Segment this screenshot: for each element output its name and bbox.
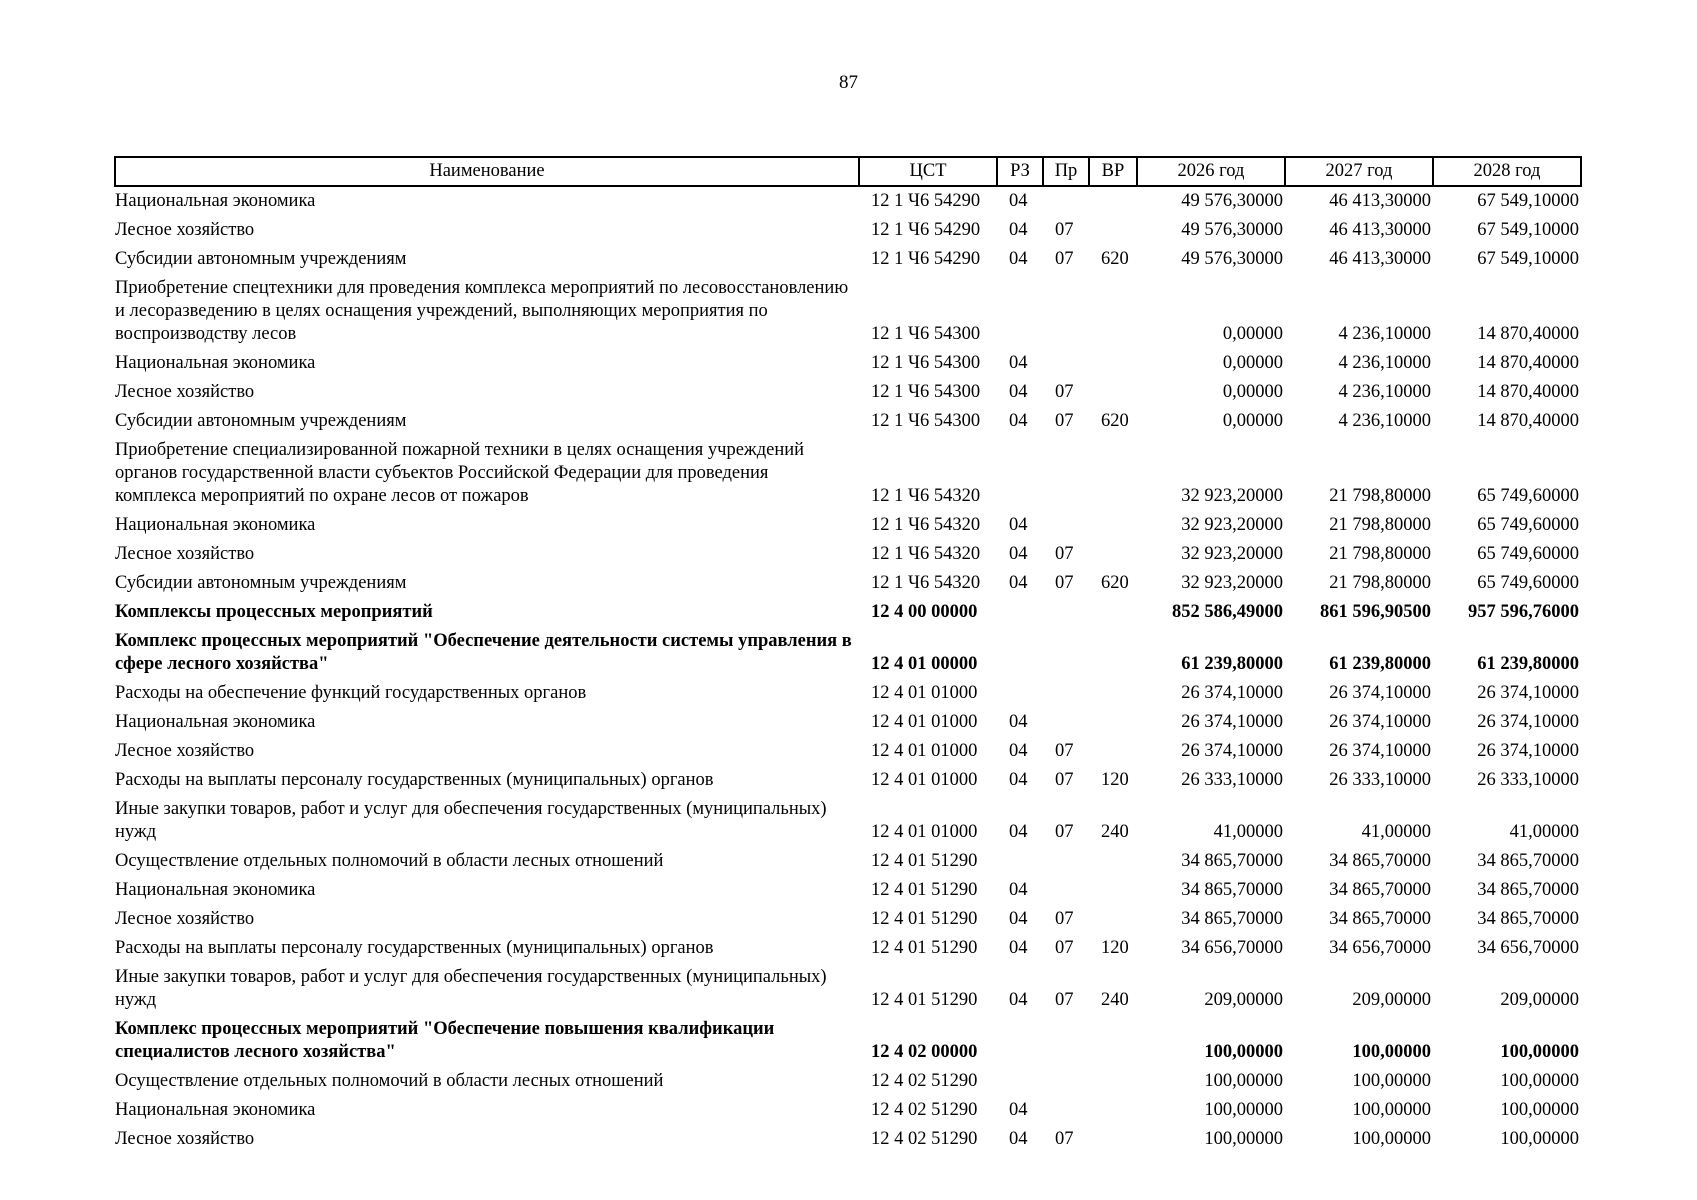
row-2026-cell: 34 865,70000: [1181, 851, 1283, 871]
row-2026-cell: 100,00000: [1204, 1042, 1283, 1062]
row-name-cell: Лесное хозяйство: [115, 544, 255, 564]
row-rz-cell: [997, 679, 1043, 708]
row-2026-cell: 49 576,30000: [1181, 249, 1283, 269]
row-vr-cell: [1089, 216, 1137, 245]
row-vr-cell: [1089, 1125, 1137, 1154]
row-name-cell: Иные закупки товаров, работ и услуг для обеспечения государственных (муниципальных) нужд: [115, 799, 827, 842]
row-cst-cell: 12 4 01 01000: [871, 741, 978, 761]
row-name-cell: Осуществление отдельных полномочий в области лесных отношений: [115, 851, 664, 871]
table-row: [115, 407, 1581, 436]
table-row: [115, 963, 1581, 1015]
row-cst-cell: 12 4 02 51290: [871, 1100, 978, 1120]
row-cst-cell: 12 1 Ч6 54320: [871, 573, 981, 593]
row-2028-cell: 26 333,10000: [1477, 770, 1579, 790]
row-name-cell: Приобретение спецтехники для проведения комплекса мероприятий по лесовосстановлению и лесоразведению в целях оснащения учреждений, выполняющих мероприятия по воспроизводству лесов: [115, 278, 849, 344]
row-pr-cell: 07: [1055, 770, 1074, 790]
row-2027-cell: 34 656,70000: [1329, 938, 1431, 958]
row-2027-cell: 21 798,80000: [1329, 573, 1431, 593]
row-pr-cell: 07: [1055, 990, 1074, 1010]
row-2028-cell: 14 870,40000: [1477, 324, 1579, 344]
row-vr-cell: [1089, 737, 1137, 766]
row-pr-cell: [1043, 1015, 1089, 1067]
header-2026: 2026 год: [1137, 157, 1285, 186]
row-2027-cell: 4 236,10000: [1338, 353, 1431, 373]
row-2028-cell: 100,00000: [1500, 1071, 1579, 1091]
table-row: [115, 186, 1581, 216]
table-row: [115, 708, 1581, 737]
table-row: [115, 511, 1581, 540]
row-rz-cell: 04: [1009, 573, 1028, 593]
row-pr-cell: [1043, 1096, 1089, 1125]
row-rz-cell: 04: [1009, 770, 1028, 790]
table-row: [115, 1015, 1581, 1067]
row-2028-cell: 65 749,60000: [1477, 515, 1579, 535]
row-2027-cell: 34 865,70000: [1329, 851, 1431, 871]
table-row: [115, 905, 1581, 934]
row-vr-cell: [1089, 708, 1137, 737]
row-vr-cell: [1089, 378, 1137, 407]
row-name-cell: Иные закупки товаров, работ и услуг для обеспечения государственных (муниципальных) нужд: [115, 967, 827, 1010]
row-pr-cell: [1043, 847, 1089, 876]
row-vr-cell: [1089, 876, 1137, 905]
row-2026-cell: 32 923,20000: [1181, 486, 1283, 506]
row-vr-cell: [1089, 627, 1137, 679]
table-row: [115, 540, 1581, 569]
header-2028: 2028 год: [1433, 157, 1581, 186]
row-cst-cell: 12 4 01 51290: [871, 880, 978, 900]
row-pr-cell: [1043, 876, 1089, 905]
row-cst-cell: 12 1 Ч6 54300: [871, 382, 981, 402]
row-cst-cell: 12 1 Ч6 54320: [871, 486, 981, 506]
table-row: [115, 598, 1581, 627]
row-cst-cell: 12 1 Ч6 54290: [871, 249, 981, 269]
row-pr-cell: 07: [1055, 1129, 1074, 1149]
row-cst-cell: 12 4 02 00000: [871, 1042, 978, 1062]
row-pr-cell: [1043, 598, 1089, 627]
row-2026-cell: 100,00000: [1204, 1071, 1283, 1091]
row-rz-cell: 04: [1009, 990, 1028, 1010]
row-2027-cell: 4 236,10000: [1338, 411, 1431, 431]
table-row: [115, 847, 1581, 876]
table-row: [115, 766, 1581, 795]
row-2028-cell: 65 749,60000: [1477, 544, 1579, 564]
header-2027: 2027 год: [1285, 157, 1433, 186]
row-cst-cell: 12 1 Ч6 54300: [871, 324, 981, 344]
row-2026-cell: 34 865,70000: [1181, 909, 1283, 929]
row-rz-cell: 04: [1009, 938, 1028, 958]
row-cst-cell: 12 1 Ч6 54300: [871, 411, 981, 431]
row-pr-cell: [1043, 436, 1089, 511]
table-row: [115, 1125, 1581, 1154]
row-name-cell: Комплекс процессных мероприятий "Обеспечение деятельности системы управления в сфере лесного хозяйства": [115, 631, 852, 674]
row-2026-cell: 100,00000: [1204, 1129, 1283, 1149]
row-2026-cell: 26 374,10000: [1181, 712, 1283, 732]
row-cst-cell: 12 4 01 01000: [871, 822, 978, 842]
row-name-cell: Субсидии автономным учреждениям: [115, 411, 407, 431]
row-name-cell: Лесное хозяйство: [115, 220, 255, 240]
table-row: [115, 934, 1581, 963]
row-2028-cell: 67 549,10000: [1477, 191, 1579, 211]
row-pr-cell: [1043, 679, 1089, 708]
row-2028-cell: 26 374,10000: [1477, 683, 1579, 703]
row-vr-cell: 620: [1101, 573, 1129, 593]
row-cst-cell: 12 4 01 01000: [871, 712, 978, 732]
table-row: [115, 876, 1581, 905]
row-2027-cell: 34 865,70000: [1329, 880, 1431, 900]
row-pr-cell: 07: [1055, 741, 1074, 761]
row-cst-cell: 12 4 01 51290: [871, 851, 978, 871]
row-name-cell: Субсидии автономным учреждениям: [115, 249, 407, 269]
row-rz-cell: 04: [1009, 1129, 1028, 1149]
row-rz-cell: 04: [1009, 411, 1028, 431]
row-2026-cell: 0,00000: [1222, 411, 1283, 431]
row-2028-cell: 65 749,60000: [1477, 486, 1579, 506]
row-rz-cell: [997, 436, 1043, 511]
row-pr-cell: [1043, 627, 1089, 679]
row-2027-cell: 21 798,80000: [1329, 515, 1431, 535]
row-2027-cell: 46 413,30000: [1329, 249, 1431, 269]
row-name-cell: Осуществление отдельных полномочий в области лесных отношений: [115, 1071, 664, 1091]
row-2027-cell: 26 374,10000: [1329, 712, 1431, 732]
row-2027-cell: 4 236,10000: [1338, 324, 1431, 344]
row-cst-cell: 12 4 02 51290: [871, 1071, 978, 1091]
table-row: [115, 795, 1581, 847]
row-2026-cell: 34 656,70000: [1181, 938, 1283, 958]
row-2028-cell: 34 865,70000: [1477, 851, 1579, 871]
row-rz-cell: 04: [1009, 515, 1028, 535]
row-2026-cell: 0,00000: [1222, 382, 1283, 402]
row-vr-cell: 620: [1101, 411, 1129, 431]
row-rz-cell: [997, 1015, 1043, 1067]
row-name-cell: Лесное хозяйство: [115, 741, 255, 761]
row-rz-cell: 04: [1009, 909, 1028, 929]
row-vr-cell: [1089, 1015, 1137, 1067]
row-vr-cell: [1089, 847, 1137, 876]
row-vr-cell: [1089, 1096, 1137, 1125]
row-2027-cell: 100,00000: [1352, 1071, 1431, 1091]
table-row: [115, 679, 1581, 708]
row-rz-cell: 04: [1009, 880, 1028, 900]
row-2027-cell: 46 413,30000: [1329, 220, 1431, 240]
row-cst-cell: 12 4 01 51290: [871, 990, 978, 1010]
row-2027-cell: 4 236,10000: [1338, 382, 1431, 402]
row-vr-cell: 240: [1101, 822, 1129, 842]
row-vr-cell: 240: [1101, 990, 1129, 1010]
row-name-cell: Комплекс процессных мероприятий "Обеспечение повышения квалификации специалистов лесного хозяйства": [115, 1019, 775, 1062]
row-rz-cell: [997, 627, 1043, 679]
row-rz-cell: 04: [1009, 741, 1028, 761]
row-2028-cell: 957 596,76000: [1468, 602, 1579, 622]
row-2026-cell: 209,00000: [1204, 990, 1283, 1010]
row-name-cell: Лесное хозяйство: [115, 382, 255, 402]
row-name-cell: Комплексы процессных мероприятий: [115, 602, 433, 622]
row-pr-cell: [1043, 1067, 1089, 1096]
row-2028-cell: 34 865,70000: [1477, 909, 1579, 929]
row-rz-cell: 04: [1009, 822, 1028, 842]
row-vr-cell: [1089, 274, 1137, 349]
row-2026-cell: 852 586,49000: [1172, 602, 1283, 622]
row-2027-cell: 41,00000: [1361, 822, 1431, 842]
row-2028-cell: 14 870,40000: [1477, 353, 1579, 373]
row-cst-cell: 12 1 Ч6 54290: [871, 220, 981, 240]
header-pr: Пр: [1043, 157, 1089, 186]
row-pr-cell: [1043, 186, 1089, 216]
table-row: [115, 349, 1581, 378]
row-vr-cell: [1089, 1067, 1137, 1096]
row-cst-cell: 12 4 02 51290: [871, 1129, 978, 1149]
row-pr-cell: 07: [1055, 938, 1074, 958]
row-pr-cell: 07: [1055, 411, 1074, 431]
row-rz-cell: [997, 1067, 1043, 1096]
row-name-cell: Расходы на выплаты персоналу государственных (муниципальных) органов: [115, 938, 714, 958]
row-2028-cell: 100,00000: [1500, 1129, 1579, 1149]
table-body: [115, 186, 1581, 1154]
header-rz: РЗ: [997, 157, 1043, 186]
row-rz-cell: [997, 274, 1043, 349]
row-pr-cell: 07: [1055, 382, 1074, 402]
page-number: 87: [839, 72, 858, 93]
row-2026-cell: 26 374,10000: [1181, 683, 1283, 703]
row-cst-cell: 12 4 01 51290: [871, 909, 978, 929]
row-2028-cell: 26 374,10000: [1477, 741, 1579, 761]
row-name-cell: Расходы на выплаты персоналу государственных (муниципальных) органов: [115, 770, 714, 790]
row-cst-cell: 12 1 Ч6 54300: [871, 353, 981, 373]
row-2028-cell: 65 749,60000: [1477, 573, 1579, 593]
row-2028-cell: 61 239,80000: [1477, 654, 1579, 674]
row-cst-cell: 12 4 01 01000: [871, 683, 978, 703]
row-cst-cell: 12 4 01 00000: [871, 654, 978, 674]
row-name-cell: Национальная экономика: [115, 712, 316, 732]
row-pr-cell: 07: [1055, 573, 1074, 593]
row-2027-cell: 21 798,80000: [1329, 544, 1431, 564]
row-pr-cell: 07: [1055, 909, 1074, 929]
table-row: [115, 378, 1581, 407]
row-2027-cell: 209,00000: [1352, 990, 1431, 1010]
row-rz-cell: [997, 598, 1043, 627]
row-2027-cell: 21 798,80000: [1329, 486, 1431, 506]
row-2027-cell: 100,00000: [1352, 1129, 1431, 1149]
header-cst: ЦСТ: [859, 157, 997, 186]
row-2026-cell: 34 865,70000: [1181, 880, 1283, 900]
table-row: [115, 1096, 1581, 1125]
row-vr-cell: 120: [1101, 770, 1129, 790]
row-vr-cell: [1089, 905, 1137, 934]
row-vr-cell: [1089, 598, 1137, 627]
row-vr-cell: 120: [1101, 938, 1129, 958]
row-name-cell: Лесное хозяйство: [115, 909, 255, 929]
row-cst-cell: 12 4 01 51290: [871, 938, 978, 958]
row-pr-cell: 07: [1055, 544, 1074, 564]
row-2026-cell: 49 576,30000: [1181, 220, 1283, 240]
row-name-cell: Расходы на обеспечение функций государственных органов: [115, 683, 587, 703]
table-row: [115, 569, 1581, 598]
row-2027-cell: 26 374,10000: [1329, 683, 1431, 703]
row-2027-cell: 26 333,10000: [1329, 770, 1431, 790]
row-vr-cell: [1089, 349, 1137, 378]
row-pr-cell: 07: [1055, 220, 1074, 240]
row-2026-cell: 26 374,10000: [1181, 741, 1283, 761]
header-vr: ВР: [1089, 157, 1137, 186]
row-2028-cell: 209,00000: [1500, 990, 1579, 1010]
row-2028-cell: 67 549,10000: [1477, 249, 1579, 269]
row-rz-cell: 04: [1009, 712, 1028, 732]
row-rz-cell: 04: [1009, 1100, 1028, 1120]
row-name-cell: Лесное хозяйство: [115, 1129, 255, 1149]
row-cst-cell: 12 4 01 01000: [871, 770, 978, 790]
row-vr-cell: [1089, 540, 1137, 569]
row-2027-cell: 100,00000: [1352, 1042, 1431, 1062]
row-rz-cell: 04: [1009, 353, 1028, 373]
row-2026-cell: 32 923,20000: [1181, 573, 1283, 593]
row-2027-cell: 861 596,90500: [1320, 602, 1431, 622]
row-2027-cell: 61 239,80000: [1329, 654, 1431, 674]
table-row: [115, 274, 1581, 349]
row-2026-cell: 0,00000: [1222, 353, 1283, 373]
row-cst-cell: 12 4 00 00000: [871, 602, 978, 622]
row-pr-cell: [1043, 274, 1089, 349]
row-2026-cell: 32 923,20000: [1181, 544, 1283, 564]
table-row: [115, 737, 1581, 766]
row-vr-cell: [1089, 436, 1137, 511]
row-2026-cell: 32 923,20000: [1181, 515, 1283, 535]
budget-table: [114, 156, 1582, 1154]
row-2026-cell: 49 576,30000: [1181, 191, 1283, 211]
row-rz-cell: [997, 847, 1043, 876]
row-2027-cell: 34 865,70000: [1329, 909, 1431, 929]
row-pr-cell: [1043, 511, 1089, 540]
row-name-cell: Национальная экономика: [115, 191, 316, 211]
table-row: [115, 216, 1581, 245]
table-header-row: [115, 157, 1581, 186]
row-name-cell: Приобретение специализированной пожарной техники в целях оснащения учреждений органов государственной власти субъектов Российской Федерации для проведения комплекса мероприятий по охране лесов от пожаров: [115, 440, 805, 506]
table-row: [115, 1067, 1581, 1096]
row-vr-cell: [1089, 186, 1137, 216]
row-2026-cell: 41,00000: [1213, 822, 1283, 842]
row-2026-cell: 61 239,80000: [1181, 654, 1283, 674]
row-rz-cell: 04: [1009, 220, 1028, 240]
row-2028-cell: 67 549,10000: [1477, 220, 1579, 240]
row-2026-cell: 0,00000: [1222, 324, 1283, 344]
row-pr-cell: [1043, 349, 1089, 378]
row-rz-cell: 04: [1009, 382, 1028, 402]
row-2027-cell: 26 374,10000: [1329, 741, 1431, 761]
row-pr-cell: 07: [1055, 822, 1074, 842]
row-name-cell: Национальная экономика: [115, 353, 316, 373]
row-rz-cell: 04: [1009, 544, 1028, 564]
row-cst-cell: 12 1 Ч6 54290: [871, 191, 981, 211]
table-row: [115, 436, 1581, 511]
row-rz-cell: 04: [1009, 191, 1028, 211]
row-2028-cell: 34 656,70000: [1477, 938, 1579, 958]
table-row: [115, 627, 1581, 679]
row-cst-cell: 12 1 Ч6 54320: [871, 544, 981, 564]
row-vr-cell: [1089, 679, 1137, 708]
row-2026-cell: 100,00000: [1204, 1100, 1283, 1120]
header-name: Наименование: [115, 157, 859, 186]
row-vr-cell: [1089, 511, 1137, 540]
row-name-cell: Национальная экономика: [115, 515, 316, 535]
row-2028-cell: 34 865,70000: [1477, 880, 1579, 900]
row-2027-cell: 46 413,30000: [1329, 191, 1431, 211]
row-2028-cell: 26 374,10000: [1477, 712, 1579, 732]
row-2028-cell: 14 870,40000: [1477, 382, 1579, 402]
row-pr-cell: 07: [1055, 249, 1074, 269]
row-2028-cell: 14 870,40000: [1477, 411, 1579, 431]
row-2028-cell: 100,00000: [1500, 1042, 1579, 1062]
row-2027-cell: 100,00000: [1352, 1100, 1431, 1120]
table-row: [115, 245, 1581, 274]
row-cst-cell: 12 1 Ч6 54320: [871, 515, 981, 535]
row-2028-cell: 41,00000: [1509, 822, 1579, 842]
row-rz-cell: 04: [1009, 249, 1028, 269]
row-name-cell: Субсидии автономным учреждениям: [115, 573, 407, 593]
row-2028-cell: 100,00000: [1500, 1100, 1579, 1120]
row-name-cell: Национальная экономика: [115, 880, 316, 900]
row-pr-cell: [1043, 708, 1089, 737]
row-name-cell: Национальная экономика: [115, 1100, 316, 1120]
row-vr-cell: 620: [1101, 249, 1129, 269]
row-2026-cell: 26 333,10000: [1181, 770, 1283, 790]
